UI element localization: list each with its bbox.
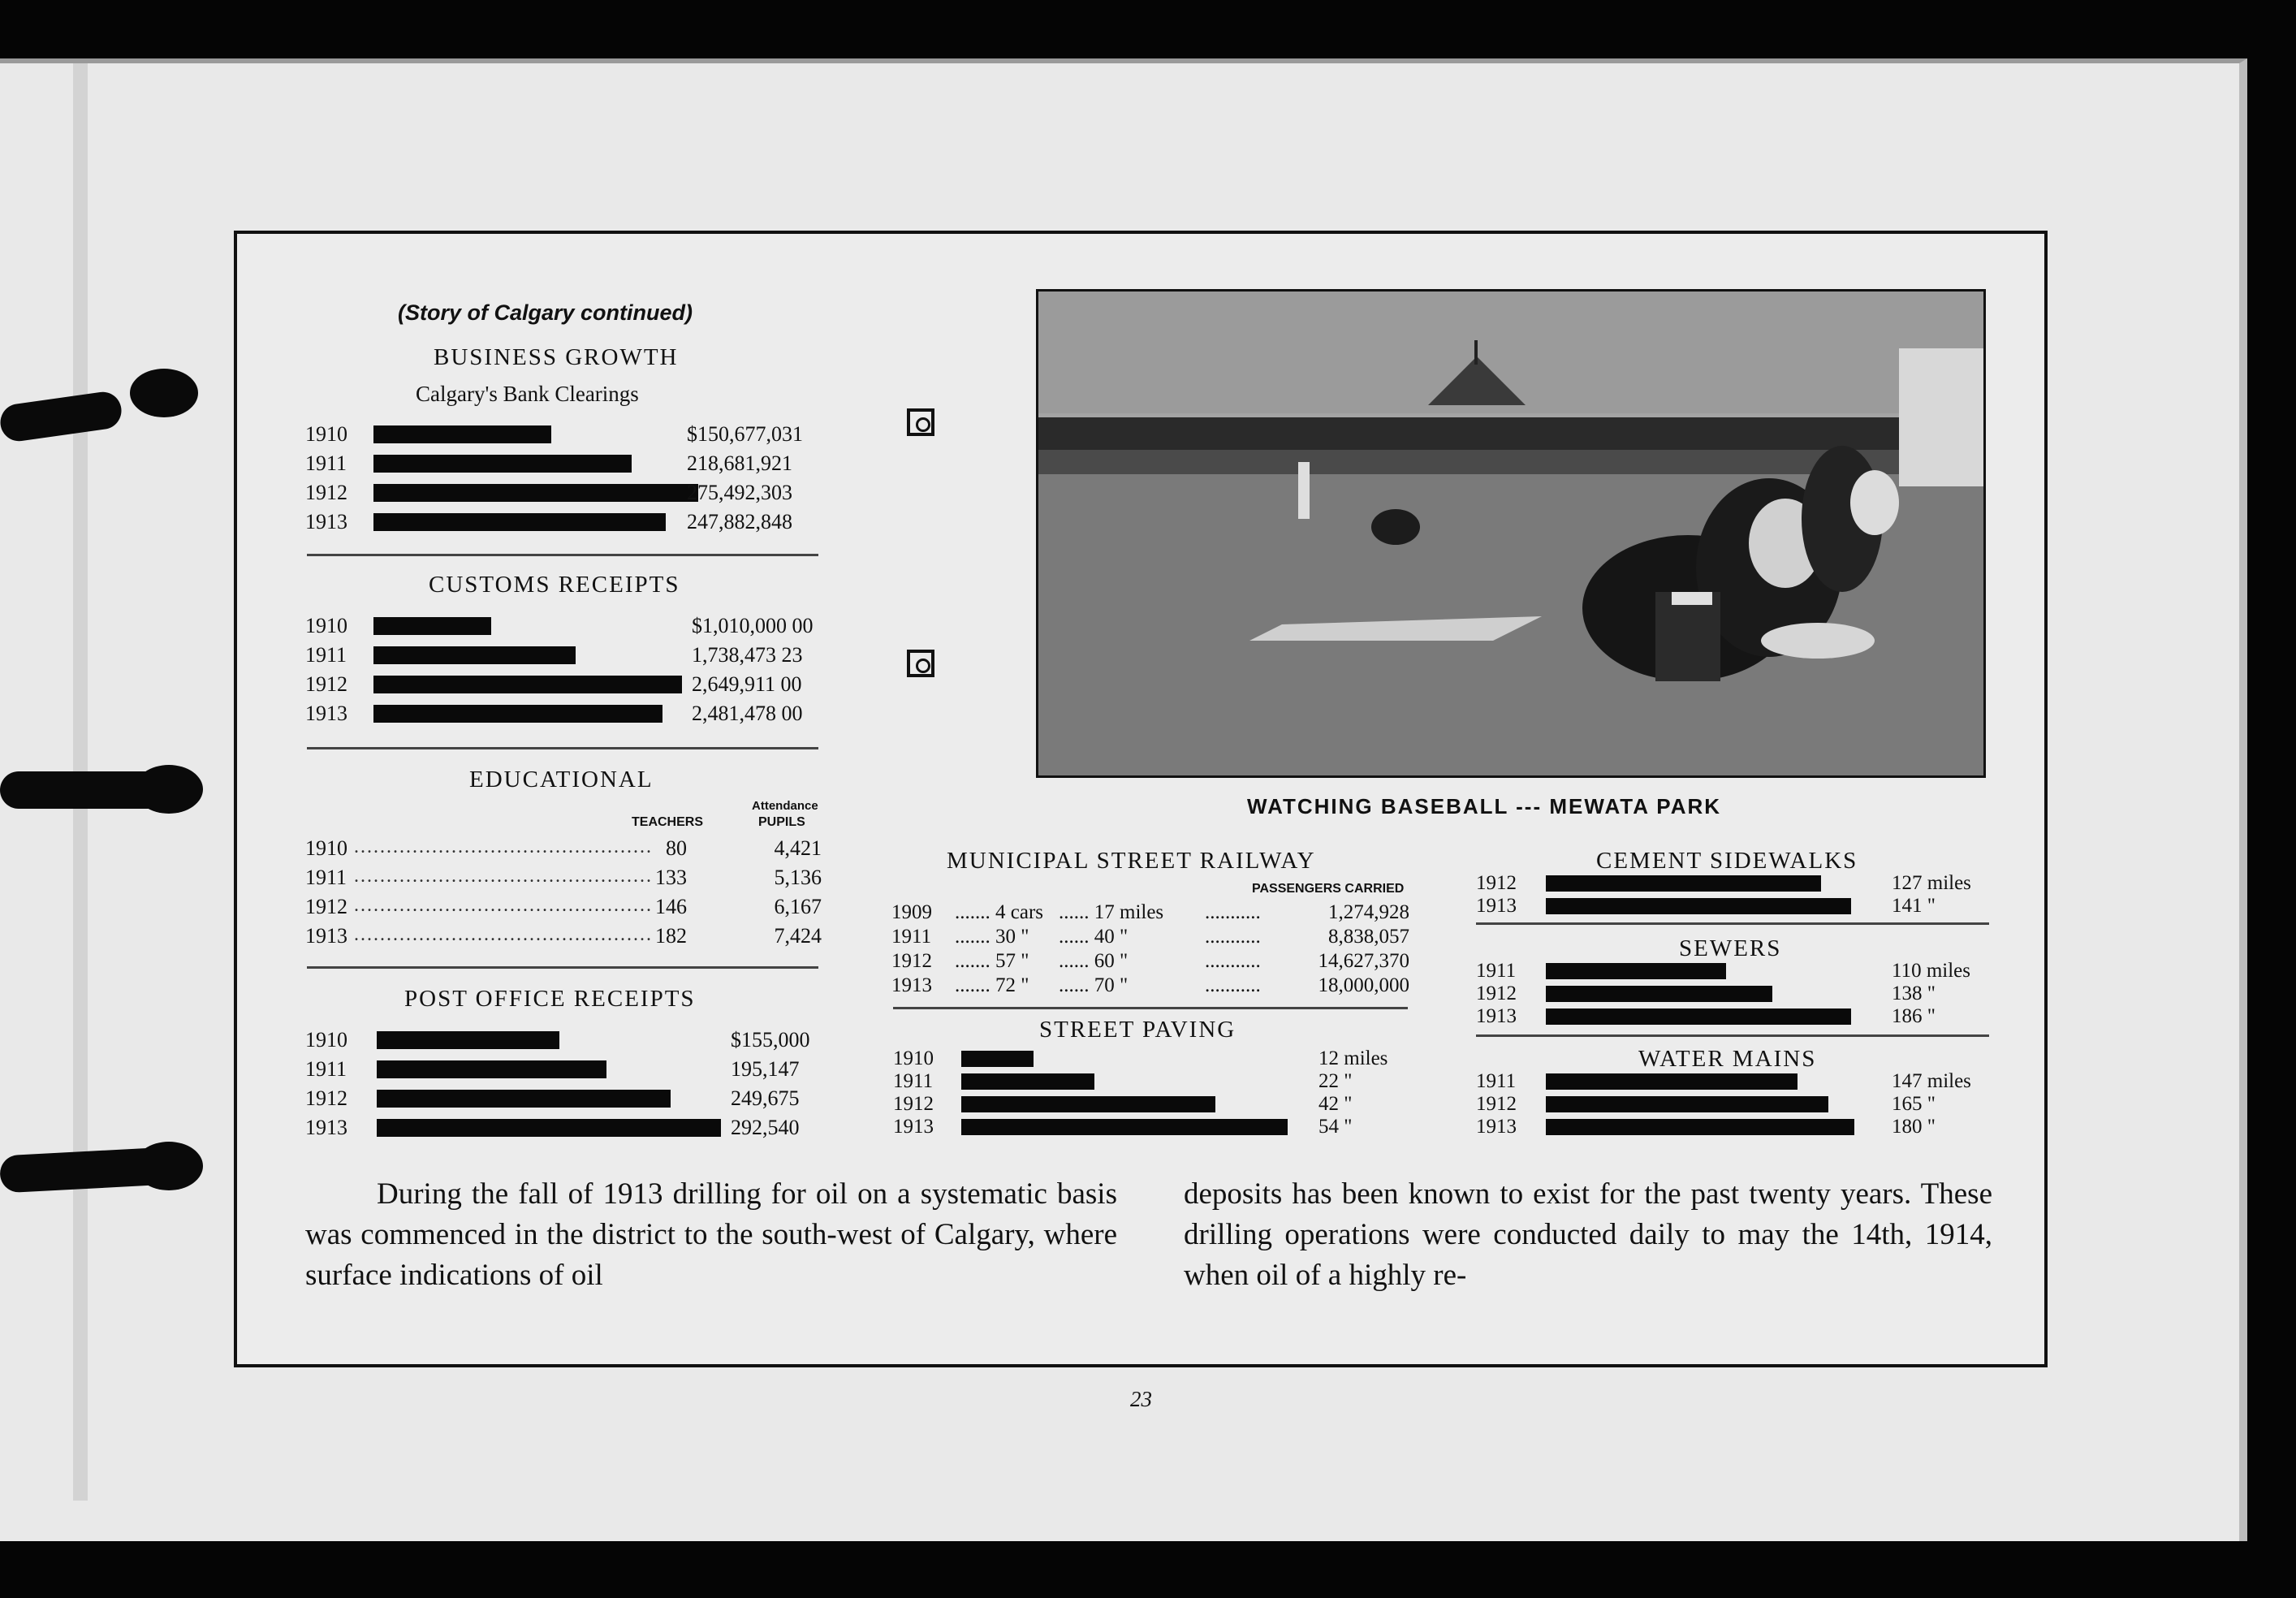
value-label: 127 miles xyxy=(1892,872,1971,894)
bar xyxy=(377,1060,606,1078)
year-label: 1913 xyxy=(305,924,347,948)
year-label: 1913 xyxy=(1476,1005,1517,1027)
bar xyxy=(1546,1119,1854,1135)
bar xyxy=(961,1096,1215,1112)
value-label: 180 " xyxy=(1892,1116,1936,1138)
year-label: 1911 xyxy=(305,451,347,475)
divider xyxy=(307,966,818,969)
binder-ring-top xyxy=(0,357,195,447)
bar xyxy=(373,617,491,635)
dot-leader: .............................................. xyxy=(354,895,653,916)
value-label: 1,738,473 23 xyxy=(692,643,803,667)
bar xyxy=(1546,1096,1828,1112)
teachers-count: 80 xyxy=(666,836,687,860)
year-label: 1909 xyxy=(891,901,932,923)
value-label: 247,882,848 xyxy=(687,510,792,533)
passengers-value: 18,000,000 xyxy=(1318,974,1409,996)
value-label: 110 miles xyxy=(1892,960,1970,982)
dot-leader: ........... xyxy=(1205,950,1261,972)
teachers-count: 146 xyxy=(655,895,687,918)
bar xyxy=(1546,963,1726,979)
year-label: 1910 xyxy=(305,1028,347,1052)
divider xyxy=(893,1007,1408,1009)
year-label: 1912 xyxy=(891,950,932,972)
year-label: 1912 xyxy=(305,481,347,504)
binder-ring-bottom xyxy=(0,1142,203,1198)
cars-value: ....... 30 " xyxy=(955,926,1029,948)
bar xyxy=(961,1051,1034,1067)
page-number: 23 xyxy=(1130,1387,1152,1411)
sewers-title: SEWERS xyxy=(1679,935,1782,961)
dot-leader: ........... xyxy=(1205,926,1261,948)
cars-value: ....... 4 cars xyxy=(955,901,1043,923)
passengers-header: PASSENGERS CARRIED xyxy=(1252,882,1405,896)
year-label: 1911 xyxy=(305,866,347,889)
value-label: 218,681,921 xyxy=(687,451,792,475)
year-label: 1913 xyxy=(891,974,932,996)
passengers-value: 1,274,928 xyxy=(1328,901,1409,923)
miles-value: ...... 17 miles xyxy=(1059,901,1164,923)
square-ring-icon xyxy=(907,408,934,436)
miles-value: ...... 40 " xyxy=(1059,926,1129,948)
continued-note: (Story of Calgary continued) xyxy=(398,300,693,325)
bar xyxy=(373,455,632,473)
year-label: 1910 xyxy=(305,422,347,446)
year-label: 1911 xyxy=(893,1070,934,1092)
photo-caption: WATCHING BASEBALL --- MEWATA PARK xyxy=(1247,794,1722,818)
value-label: 12 miles xyxy=(1318,1047,1388,1069)
body-text-right: deposits has been known to exist for the past twenty years. These drilling operations were conducted daily to may the 14th, 1914, when oil of a highly re- xyxy=(1184,1177,1992,1292)
pupils-count: 5,136 xyxy=(774,866,822,889)
bar xyxy=(377,1090,671,1108)
year-label: 1912 xyxy=(305,895,347,918)
customs-receipts-title: CUSTOMS RECEIPTS xyxy=(429,572,680,598)
bar xyxy=(377,1031,559,1049)
year-label: 1911 xyxy=(891,926,932,948)
year-label: 1911 xyxy=(305,643,347,667)
bar xyxy=(373,513,666,531)
dot-leader: .............................................. xyxy=(354,924,653,945)
bar xyxy=(961,1073,1094,1090)
dot-leader: ........... xyxy=(1205,901,1261,923)
cars-value: ....... 57 " xyxy=(955,950,1029,972)
teachers-count: 133 xyxy=(655,866,687,889)
year-label: 1912 xyxy=(305,1086,347,1110)
year-label: 1913 xyxy=(305,510,347,533)
bar xyxy=(1546,875,1821,892)
bar xyxy=(1546,986,1772,1002)
teachers-header: TEACHERS xyxy=(632,815,704,829)
square-ring-icon xyxy=(907,650,934,677)
pupils-count: 6,167 xyxy=(774,895,822,918)
bar xyxy=(1546,898,1851,914)
educational-title: EDUCATIONAL xyxy=(469,767,654,793)
value-label: 2,481,478 00 xyxy=(692,702,803,725)
value-label: 186 " xyxy=(1892,1005,1936,1027)
dot-leader: .............................................. xyxy=(354,866,653,887)
year-label: 1910 xyxy=(305,614,347,637)
miles-value: ...... 60 " xyxy=(1059,950,1129,972)
value-label: 138 " xyxy=(1892,983,1936,1004)
cement-sidewalks-title: CEMENT SIDEWALKS xyxy=(1596,848,1858,874)
year-label: 1913 xyxy=(893,1116,934,1138)
year-label: 1912 xyxy=(1476,1093,1517,1115)
binder-ring-middle xyxy=(0,763,203,820)
bar xyxy=(373,425,551,443)
dot-leader: ........... xyxy=(1205,974,1261,996)
year-label: 1912 xyxy=(305,672,347,696)
year-label: 1913 xyxy=(1476,895,1517,917)
attendance-label: Attendance xyxy=(752,799,818,813)
passengers-value: 8,838,057 xyxy=(1328,926,1409,948)
bar xyxy=(373,646,576,664)
value-label: $155,000 xyxy=(731,1028,810,1052)
year-label: 1913 xyxy=(305,1116,347,1139)
year-label: 1913 xyxy=(305,702,347,725)
street-railway-title: MUNICIPAL STREET RAILWAY xyxy=(947,848,1316,874)
bar xyxy=(1546,1008,1851,1025)
year-label: 1912 xyxy=(1476,983,1517,1004)
value-label: 275,492,303 xyxy=(687,481,792,504)
miles-value: ...... 70 " xyxy=(1059,974,1129,996)
value-label: 42 " xyxy=(1318,1093,1353,1115)
bar xyxy=(373,676,682,693)
pupils-header: PUPILS xyxy=(758,815,805,829)
passengers-value: 14,627,370 xyxy=(1318,950,1409,972)
cars-value: ....... 72 " xyxy=(955,974,1029,996)
divider xyxy=(1476,1034,1989,1037)
year-label: 1911 xyxy=(1476,1070,1517,1092)
year-label: 1912 xyxy=(1476,872,1517,894)
value-label: 147 miles xyxy=(1892,1070,1971,1092)
divider xyxy=(307,747,818,749)
year-label: 1911 xyxy=(305,1057,347,1081)
value-label: 292,540 xyxy=(731,1116,800,1139)
year-label: 1910 xyxy=(893,1047,934,1069)
divider xyxy=(1476,922,1989,925)
bank-clearings-subtitle: Calgary's Bank Clearings xyxy=(416,382,639,406)
water-mains-title: WATER MAINS xyxy=(1638,1046,1817,1072)
bar xyxy=(377,1119,721,1137)
value-label: 195,147 xyxy=(731,1057,800,1081)
value-label: $150,677,031 xyxy=(687,422,803,446)
bar xyxy=(1546,1073,1798,1090)
street-paving-title: STREET PAVING xyxy=(1039,1017,1236,1043)
value-label: 22 " xyxy=(1318,1070,1353,1092)
year-label: 1911 xyxy=(1476,960,1517,982)
year-label: 1913 xyxy=(1476,1116,1517,1138)
value-label: 54 " xyxy=(1318,1116,1353,1138)
value-label: 2,649,911 00 xyxy=(692,672,802,696)
baseball-photo xyxy=(1036,289,1986,778)
pupils-count: 7,424 xyxy=(774,924,822,948)
value-label: 165 " xyxy=(1892,1093,1936,1115)
value-label: 141 " xyxy=(1892,895,1936,917)
dot-leader: .............................................. xyxy=(354,836,653,857)
year-label: 1910 xyxy=(305,836,347,860)
teachers-count: 182 xyxy=(655,924,687,948)
bar xyxy=(373,484,698,502)
pupils-count: 4,421 xyxy=(774,836,822,860)
business-growth-title: BUSINESS GROWTH xyxy=(434,344,679,370)
value-label: 249,675 xyxy=(731,1086,800,1110)
value-label: $1,010,000 00 xyxy=(692,614,814,637)
year-label: 1912 xyxy=(893,1093,934,1115)
post-office-title: POST OFFICE RECEIPTS xyxy=(404,986,696,1012)
bar xyxy=(373,705,662,723)
bar xyxy=(961,1119,1288,1135)
body-text-left: During the fall of 1913 drilling for oil on a systematic basis was commenced in the district to the south-west of Calgary, where surface indications of oil xyxy=(305,1177,1117,1292)
divider xyxy=(307,554,818,556)
